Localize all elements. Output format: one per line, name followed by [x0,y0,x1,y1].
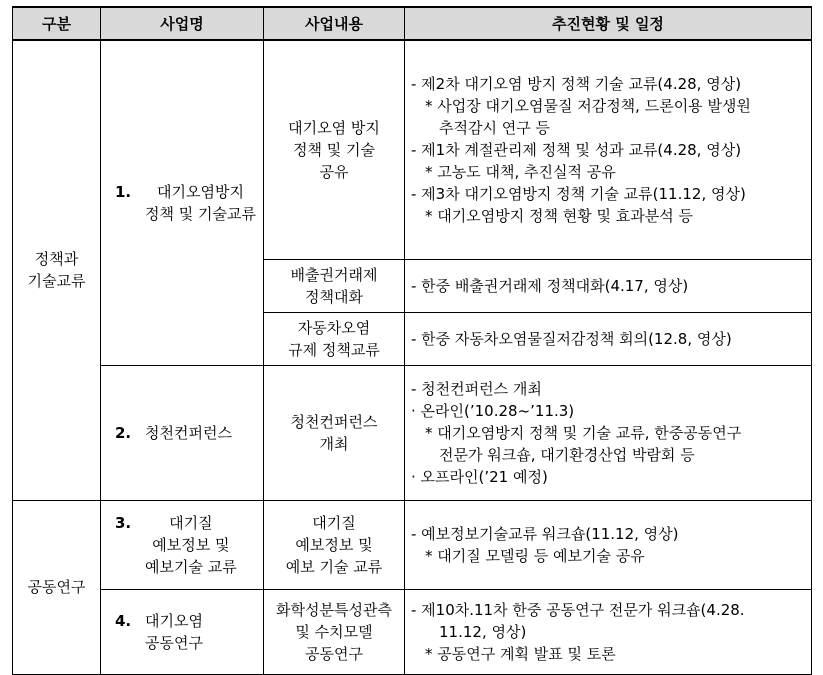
content-5: 대기질 예보정보 및 예보 기술 교류 [264,500,405,589]
table-row [13,365,812,500]
table-row [13,40,812,259]
project-table [12,6,812,675]
header-category: 구분 [13,7,101,40]
status-4: - 청천컨퍼런스 개최 · 온라인(’10.28~’11.3) * 대기오염방지 정책 및 기술 교류, 한중공동연구 전문가 워크숍, 대기환경산업 박람회 등 · 오프라인(’21 예정) [405,365,812,500]
content-3: 자동차오염 규제 정책교류 [264,312,405,365]
header-content: 사업내용 [264,7,405,40]
content-4: 청천컨퍼런스 개최 [264,365,405,500]
status-6: - 제10차.11차 한중 공동연구 전문가 워크숍(4.28. 11.12, 영상) * 공동연구 계획 발표 및 토론 [405,589,812,674]
status-5: - 예보정보기술교류 워크숍(11.12, 영상) * 대기질 모델링 등 예보기술 공유 [405,500,812,589]
content-2: 배출권거래제 정책대화 [264,259,405,312]
table-row [13,589,812,674]
table-row [13,500,812,589]
business-3: 3. 대기질 예보정보 및 예보기술 교류 [101,500,264,589]
header-status: 추진현황 및 일정 [405,7,812,40]
table-header-row [13,7,812,40]
content-6: 화학성분특성관측 및 수치모델 공동연구 [264,589,405,674]
business-2: 2. 청천컨퍼런스 [101,365,264,500]
business-1: 1. 대기오염방지 정책 및 기술교류 [101,40,264,365]
business-4: 4. 대기오염 공동연구 [101,589,264,674]
status-2: - 한중 배출권거래제 정책대화(4.17, 영상) [405,259,812,312]
content-1: 대기오염 방지 정책 및 기술 공유 [264,40,405,259]
status-1: - 제2차 대기오염 방지 정책 기술 교류(4.28, 영상) * 사업장 대기오염물질 저감정책, 드론이용 발생원 추적감시 연구 등 - 제1차 계절관리제 정책 및 성과 교류(4.28, 영상) * 고농도 대책, 추진실적 공유 - 제3차 대기오염방지 정책 기술 교류(11.12, 영상) * 대기오염방지 정책 현황 및 효과분석 등 [405,40,812,259]
status-3: - 한중 자동차오염물질저감정책 회의(12.8, 영상) [405,312,812,365]
header-business: 사업명 [101,7,264,40]
category-policy: 정책과 기술교류 [13,40,101,500]
category-joint: 공동연구 [13,500,101,674]
